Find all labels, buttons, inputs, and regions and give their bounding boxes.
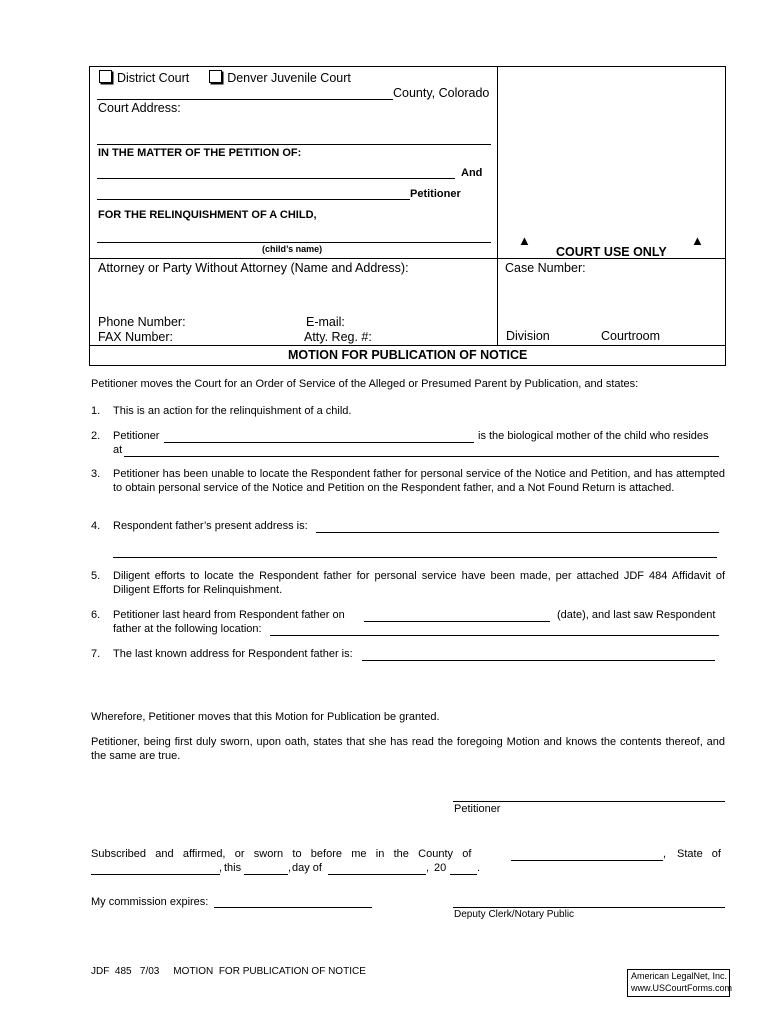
state-of-label: State of xyxy=(677,848,721,860)
subscribed-text: Subscribed and affirmed, or sworn to before me in the County of xyxy=(91,848,472,860)
item6-text-b: (date), and last saw Respondent xyxy=(557,609,716,621)
item2-petitioner-blank[interactable] xyxy=(164,442,474,443)
item2-at-label: at xyxy=(113,444,123,456)
comma-2: , xyxy=(219,862,223,874)
item4-address-blank-1[interactable] xyxy=(316,532,719,533)
comma-3: , xyxy=(288,862,292,874)
item3-number: 3. xyxy=(91,468,101,480)
comma-1: , xyxy=(663,848,667,860)
notary-county-blank[interactable] xyxy=(511,860,663,861)
denver-juvenile-court-label: Denver Juvenile Court xyxy=(227,71,351,85)
item6-date-blank[interactable] xyxy=(364,621,550,622)
comma-4: , xyxy=(426,862,430,874)
item2-address-blank[interactable] xyxy=(124,456,719,457)
petitioner-one-blank[interactable] xyxy=(97,178,455,179)
commission-blank[interactable] xyxy=(214,907,372,908)
item3-text: Petitioner has been unable to locate the Respondent father for personal service of the Notice and Petition, and has attempted to obtain personal service of the Notice and Petition on the Respondent father, and a Not Found Return is attached. xyxy=(113,468,725,494)
and-label: And xyxy=(461,167,483,179)
item2-number: 2. xyxy=(91,430,101,442)
item1-text: This is an action for the relinquishment of a child. xyxy=(113,405,352,417)
district-court-checkbox[interactable] xyxy=(99,70,112,83)
item2-text: is the biological mother of the child who resides xyxy=(478,430,709,442)
item4-text: Respondent father’s present address is: xyxy=(113,520,308,532)
court-address-blank[interactable] xyxy=(97,144,491,145)
county-colorado-label: County, Colorado xyxy=(393,86,490,100)
triangle-right-icon: ▲ xyxy=(691,233,704,248)
wherefore-text: Wherefore, Petitioner moves that this Motion for Publication be granted. xyxy=(91,711,440,723)
deputy-clerk-signature-line[interactable] xyxy=(453,907,725,908)
sworn-text: Petitioner, being first duly sworn, upon oath, states that she has read the foregoing Motion and knows the contents thereof, and the same are true. xyxy=(91,736,725,762)
item7-text: The last known address for Respondent father is: xyxy=(113,648,353,660)
relinquishment-heading: FOR THE RELINQUISHMENT OF A CHILD, xyxy=(98,209,317,221)
item5-text: Diligent efforts to locate the Respondent father for personal service have been made, per attached JDF 484 Affidavit of Diligent Efforts for Relinquishment. xyxy=(113,570,725,596)
item6-location-blank[interactable] xyxy=(270,635,719,636)
triangle-left-icon: ▲ xyxy=(518,233,531,248)
petitioner-signature-line[interactable] xyxy=(453,801,725,802)
case-number-label: Case Number: xyxy=(505,261,586,275)
court-address-label: Court Address: xyxy=(98,101,181,115)
atty-reg-label: Atty. Reg. #: xyxy=(304,330,372,344)
legalnet-company: American LegalNet, Inc. xyxy=(631,971,728,981)
denver-juvenile-court-checkbox[interactable] xyxy=(209,70,222,83)
item2-petitioner-label: Petitioner xyxy=(113,430,160,442)
item5-number: 5. xyxy=(91,570,101,582)
courtroom-label: Courtroom xyxy=(601,329,661,343)
year-prefix-label: 20 xyxy=(434,862,447,874)
notary-state-blank[interactable] xyxy=(91,874,220,875)
petitioner-label: Petitioner xyxy=(410,188,461,200)
item6-text-a: Petitioner last heard from Respondent father on xyxy=(113,609,345,621)
form-id-footer: JDF 485 7/03 MOTION FOR PUBLICATION OF NOTICE xyxy=(91,966,366,977)
page-title: MOTION FOR PUBLICATION OF NOTICE xyxy=(288,348,528,362)
court-checkboxes xyxy=(99,70,351,85)
item6-text-c: father at the following location: xyxy=(113,623,262,635)
this-label: this xyxy=(224,862,242,874)
item4-number: 4. xyxy=(91,520,101,532)
deputy-clerk-label: Deputy Clerk/Notary Public xyxy=(454,909,575,920)
child-name-blank[interactable] xyxy=(97,242,491,243)
caption-divider-title xyxy=(89,345,725,346)
petitioner-two-blank[interactable] xyxy=(97,199,410,200)
division-label: Division xyxy=(506,329,550,343)
childs-name-label: (child’s name) xyxy=(262,244,323,254)
item1-number: 1. xyxy=(91,405,101,417)
legalnet-website: www.USCourtForms.com xyxy=(631,983,733,993)
county-blank[interactable] xyxy=(97,99,393,100)
fax-label: FAX Number: xyxy=(98,330,174,344)
email-label: E-mail: xyxy=(306,315,345,329)
petitioner-signature-label: Petitioner xyxy=(454,803,501,815)
period: . xyxy=(477,862,481,874)
item6-number: 6. xyxy=(91,609,101,621)
day-of-label: day of xyxy=(292,862,322,874)
notary-year-blank[interactable] xyxy=(450,874,477,875)
phone-label: Phone Number: xyxy=(98,315,186,329)
commission-label: My commission expires: xyxy=(91,896,209,908)
attorney-label: Attorney or Party Without Attorney (Name and Address): xyxy=(98,261,409,275)
district-court-label: District Court xyxy=(117,71,190,85)
item7-address-blank[interactable] xyxy=(362,660,715,661)
item4-address-blank-2[interactable] xyxy=(113,557,717,558)
matter-heading: IN THE MATTER OF THE PETITION OF: xyxy=(98,147,302,159)
court-use-only-label: COURT USE ONLY xyxy=(556,245,667,259)
item7-number: 7. xyxy=(91,648,101,660)
caption-divider-vertical xyxy=(497,66,498,345)
intro-text: Petitioner moves the Court for an Order of Service of the Alleged or Presumed Parent by Publication, and states: xyxy=(91,378,639,390)
notary-day-blank[interactable] xyxy=(244,874,288,875)
notary-month-blank[interactable] xyxy=(328,874,426,875)
